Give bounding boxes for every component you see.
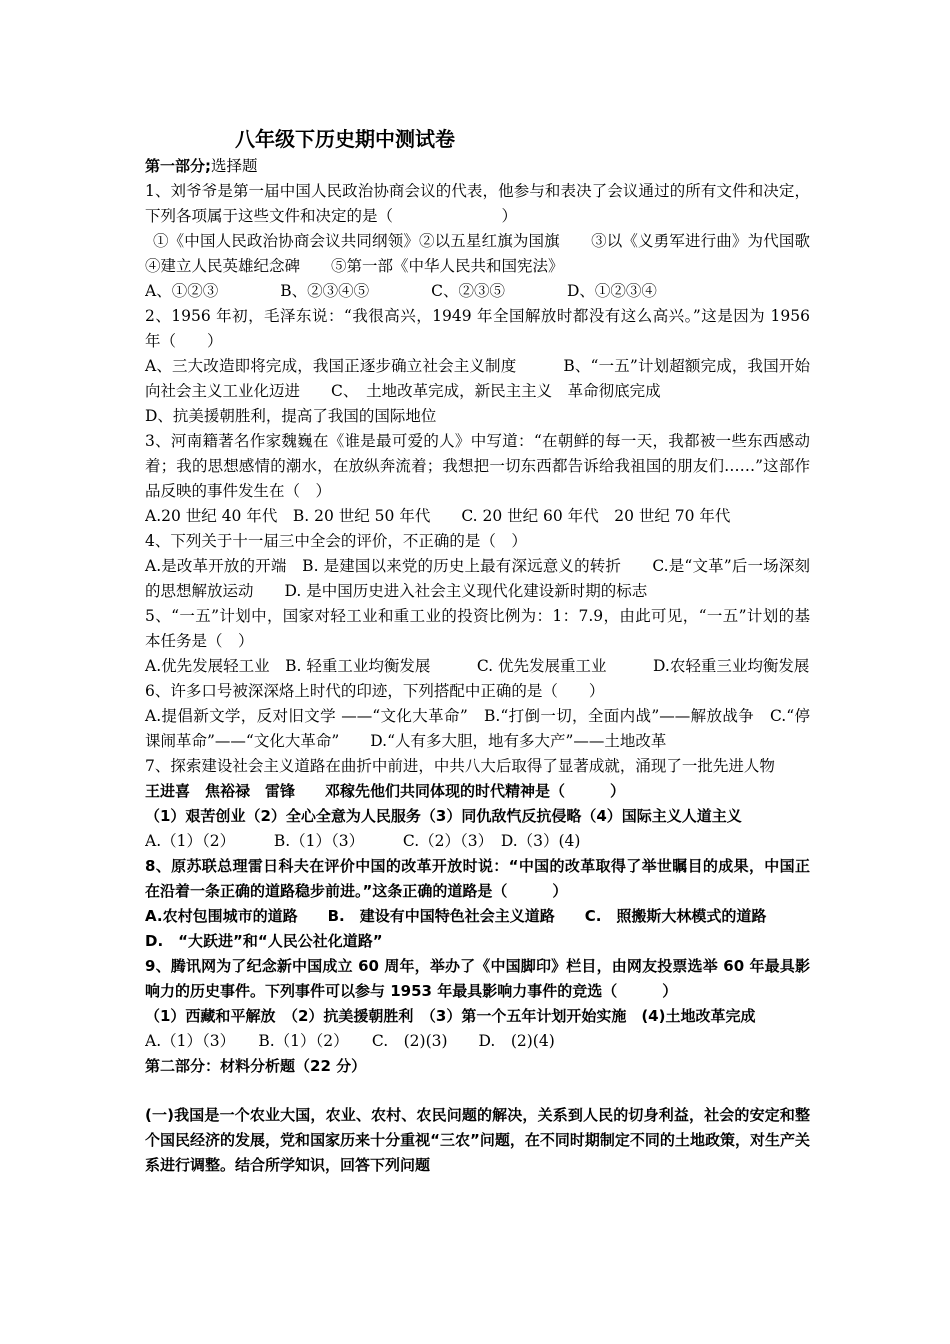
question-7-people: 王进喜 焦裕禄 雷锋 邓稼先他们共同体现的时代精神是（ ） [145,782,626,800]
question-3-options: A.20 世纪 40 年代 B. 20 世纪 50 年代 C. 20 世纪 60 年代 20 世纪 70 年代 [145,507,731,525]
question-9-options: A.（1）（3） B.（1）（2） C. (2)(3) D. (2)(4) [145,1032,555,1050]
question-4-stem: 4、下列关于十一届三中全会的评价，不正确的是（ ） [145,532,527,550]
question-1-stem: 1、刘爷爷是第一届中国人民政治协商会议的代表，他参与和表决了会议通过的所有文件和决定，下列各项属于这些文件和决定的是（ ） [145,182,810,225]
part2-paragraph: (一)我国是一个农业大国，农业、农村、农民问题的解决，关系到人民的切身利益，社会的安定和整个国民经济的发展，党和国家历来十分重视“三农”问题，在不同时期制定不同的土地政策，对生产关系进行调整。结合所学知识，回答下列问题 [145,1106,810,1174]
question-2-stem: 2、1956 年初，毛泽东说：“我很高兴，1949 年全国解放时都没有这么高兴。”这是因为 1956 年（ ） [145,307,810,350]
question-8-option-d: D. “大跃进”和“人民公社化道路” [145,932,383,950]
question-6-options: A.提倡新文学，反对旧文学 ——“文化大革命” B.“打倒一切，全面内战”——解放战争 C.“停课闹革命”——“文化大革命” D.“人有多大胆，地有多大产”——土地改革 [145,707,810,750]
part2-heading: 第二部分：材料分析题（22 分） [145,1057,367,1075]
question-5-stem: 5、“一五”计划中，国家对轻工业和重工业的投资比例为：1：7.9，由此可见，“一五”计划的基本任务是（ ） [145,607,810,650]
question-8-options-abc: A.农村包围城市的道路 B. 建设有中国特色社会主义道路 C. 照搬斯大林模式的道路 [145,907,767,925]
question-7-items: （1）艰苦创业（2）全心全意为人民服务（3）同仇敌忾反抗侵略（4）国际主义人道主义 [145,807,742,825]
question-9-stem: 9、腾讯网为了纪念新中国成立 60 周年，举办了《中国脚印》栏目，由网友投票选举 60 年最具影响力的历史事件。下列事件可以参与 1953 年最具影响力事件的竞选（ ） [145,957,810,1000]
page-title: 八年级下历史期中测试卷 [235,127,455,151]
question-7-options: A.（1）（2） B.（1）（3） C.（2）（3） D.（3）(4) [145,832,581,850]
spacer [145,1079,810,1103]
question-2-options-abc: A、三大改造即将完成，我国正逐步确立社会主义制度 B、“一五”计划超额完成，我国开始向社会主义工业化迈进 C、 土地改革完成，新民主主义 革命彻底完成 [145,357,810,400]
part1-heading-bold: 第一部分; [145,157,211,175]
question-1-items: ①《中国人民政治协商会议共同纲领》②以五星红旗为国旗 ③以《义勇军进行曲》为代国歌 ④建立人民英雄纪念碑 ⑤第一部《中华人民共和国宪法》 [145,232,826,275]
part1-heading-normal: 选择题 [211,157,258,175]
question-4-options: A.是改革开放的开端 B. 是建国以来党的历史上最有深远意义的转折 C.是“文革”后一场深刻的思想解放运动 D. 是中国历史进入社会主义现代化建设新时期的标志 [145,557,810,600]
question-5-options: A.优先发展轻工业 B. 轻重工业均衡发展 C. 优先发展重工业 D.农轻重三业均衡发展 [145,657,810,675]
question-7-stem: 7、探索建设社会主义道路在曲折中前进，中共八大后取得了显著成就，涌现了一批先进人物 [145,757,775,775]
question-9-items: （1）西藏和平解放 （2）抗美援朝胜利 （3）第一个五年计划开始实施 (4)土地改革完成 [145,1007,756,1025]
question-2-option-d: D、抗美援朝胜利，提高了我国的国际地位 [145,407,437,425]
question-6-stem: 6、许多口号被深深烙上时代的印迹，下列搭配中正确的是（ ） [145,682,605,700]
question-1-options: A、①②③ B、②③④⑤ C、②③⑤ D、①②③④ [145,282,657,300]
document-body [145,124,826,1178]
question-3-stem: 3、河南籍著名作家魏巍在《谁是最可爱的人》中写道：“在朝鲜的每一天，我都被一些东西感动着；我的思想感情的潮水，在放纵奔流着；我想把一切东西都告诉给我祖国的朋友们……”这部作品反映的事件发生在（ ） [145,432,810,500]
part1-heading [145,154,810,179]
question-8-stem: 8、原苏联总理雷日科夫在评价中国的改革开放时说：“中国的改革取得了举世瞩目的成果，中国正在沿着一条正确的道路稳步前进。”这条正确的道路是（ ） [145,857,810,900]
